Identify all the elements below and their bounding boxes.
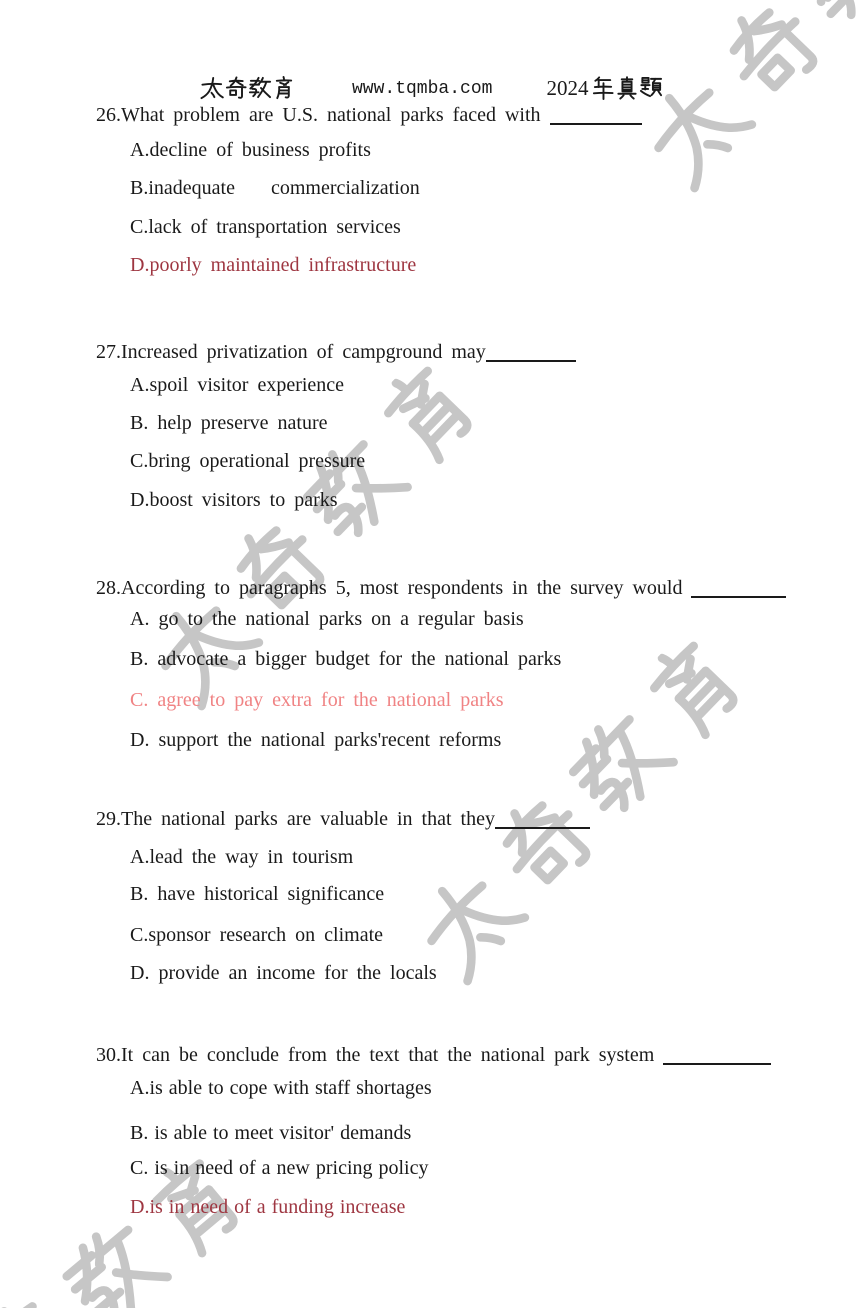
- option-line: A.is able to cope with staff shortages: [130, 1077, 432, 1099]
- answer-blank: [486, 341, 576, 362]
- question-stem-text: 26.What problem are U.S. national parks faced with: [96, 104, 550, 126]
- option-line: C. is in need of a new pricing policy: [130, 1157, 429, 1179]
- option-line: C.lack of transportation services: [130, 216, 401, 238]
- cjk-glyph: [272, 76, 296, 100]
- question-stem: [96, 575, 786, 601]
- site-url: www.tqmba.com: [352, 79, 493, 99]
- question-stem-text: 29.The national parks are valuable in that they: [96, 808, 495, 830]
- option-line: A.spoil visitor experience: [130, 374, 345, 396]
- option-line: D. support the national parks'recent reforms: [130, 729, 502, 751]
- question-stem-text: 28.According to paragraphs 5, most respondents in the survey would: [96, 577, 692, 599]
- answer-blank: [691, 577, 786, 598]
- option-line: A.decline of business profits: [130, 139, 371, 161]
- option-line: B. have historical significance: [130, 883, 385, 905]
- question-stem-text: 30.It can be conclude from the text that the national park system: [96, 1044, 664, 1066]
- cjk-glyph: [639, 76, 663, 100]
- answer-blank: [663, 1044, 771, 1065]
- question-stem-text: 27.Increased privatization of campground may: [96, 341, 486, 363]
- option-line: D.poorly maintained infrastructure: [130, 254, 417, 276]
- cjk-glyph: [224, 76, 248, 100]
- option-line: A. go to the national parks on a regular basis: [130, 608, 524, 630]
- answer-blank: [495, 808, 590, 829]
- question-stem: [96, 1042, 771, 1068]
- question-stem: [96, 806, 590, 832]
- page-header: [200, 74, 663, 100]
- brand-name: [200, 76, 296, 100]
- option-line: B. is able to meet visitor' demands: [130, 1122, 412, 1144]
- option-line: C.sponsor research on climate: [130, 924, 384, 946]
- text-run: 2024: [546, 76, 589, 100]
- option-line: D.boost visitors to parks: [130, 489, 338, 511]
- cjk-glyph: [200, 76, 224, 100]
- option-line: C. agree to pay extra for the national parks: [130, 689, 504, 711]
- option-line: B.inadequate commercialization: [130, 177, 420, 199]
- cjk-glyph: [615, 76, 639, 100]
- option-line: B. help preserve nature: [130, 412, 328, 434]
- answer-blank: [550, 104, 642, 125]
- option-line: D.is in need of a funding increase: [130, 1196, 406, 1218]
- question-stem: [96, 339, 576, 365]
- cjk-glyph: [248, 76, 272, 100]
- option-line: C.bring operational pressure: [130, 450, 366, 472]
- question-stem: [96, 102, 642, 128]
- option-line: A.lead the way in tourism: [130, 846, 354, 868]
- option-line: B. advocate a bigger budget for the national parks: [130, 648, 562, 670]
- option-line: D. provide an income for the locals: [130, 962, 437, 984]
- cjk-glyph: [591, 76, 615, 100]
- exam-edition: [546, 76, 663, 100]
